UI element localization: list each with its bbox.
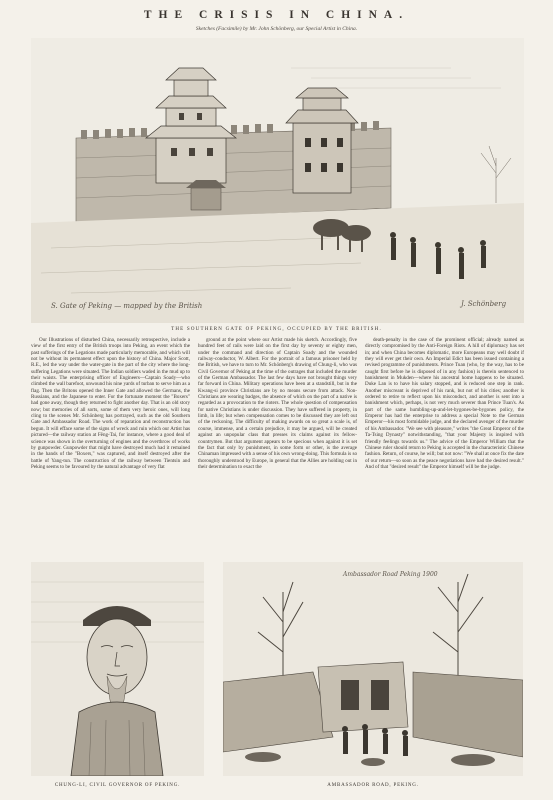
portrait-caption: CHUNG-LI, CIVIL GOVERNOR OF PEKING. — [54, 783, 181, 788]
ambassador-road-illustration — [223, 562, 523, 776]
southern-gate-illustration — [31, 38, 524, 323]
article-body — [31, 337, 524, 557]
page-title: THE CRISIS IN CHINA. — [143, 9, 410, 21]
plate-inscription: S. Gate of Peking — mapped by the British — [51, 302, 203, 310]
artist-signature: J. Schönberg — [461, 300, 507, 308]
page-subtitle: Sketches (Facsimile) by Mr. John Schönberg, our Special Artist in China. — [195, 26, 358, 32]
article-column-3: death-penalty in the case of the prominent official; already named as directly compromised by the Anti-Foreign Riots. A hill of diplomacy has set in; and when China becomes diplomatic, more Europeans may well doubt if they will ever get their own. An Imperial Edict has been issued containing a revised programme of punishments. Prince Tuan (who, by the way, has to be caught first before he is disposed of in any fashion) is therein sentenced to banishment in Mukden—where his ancestral home happens to be situated. Duke Lan is to have his salary stopped, and is reduced one step in rank. Another miscreant is deprived of his rank, but not of his cities; another is ordered to retire to reflect upon his misconduct, and another is sent into a banishment which, perhaps, is not very much severer than Prince Tuan's. As part of the same humbling-up-and-let-bygones-be-bygones policy, the Emperor has had the enterprise to address a special Note to the German Emperor—his most formidable judge, and the declared avenger of the murder of his Ambassador. "We see with pleasure," writes "the Great Emperor of the Ta-Tsing Dynasty" notwithstanding, "that your Majesty is inspired with friendly feelings towards us." The advice of the Emperor William that the Chinese ruler should return to Peking is accepted in the characteristic Chinese fashion. Return, of course, he will; but not now: "We shall at once fix the date of our return—so soon as the peace negotiations have had the desired result." And of that "desired result" the Emperor himself will be the judge. — [365, 337, 524, 470]
road-inscription: Ambassador Road Peking 1900 — [343, 571, 438, 578]
article-column-2: ground at the point where our Artist made his sketch. Accordingly, five hundred feet of rails were laid on the first day by seventy or eighty men, under the command and direction of Captain Soady and the wounded railway-conductor, W. Albert. For the portrait of a famous prisoner held by the British, we have to turn to Mr. Schönberg's drawing of Chung-li, who was Civil Governor of Peking at the time of the outrages that included the murder of the German Ambassador. The last few days have not brought things very far forward in China. Military operations have been at a standstill, but in the Kwang-si province Christians are by no means secure from attack. Non-Christians are wearing badges, the absence of which on the part of a native is regarded as a provocation to the rioters. The whole question of compensation for native Christians is under discussion. They have suffered in property, in limb, in life; but when compensation comes to be discussed they are left out of the reckoning. The difficulty of making awards on so great a scale is, of course, immense, and a certain prejudice, it may be argued, will be created against an unpopular class that presses its claims against its fellow-countrymen. But that argument appears to be specious when against it is set the fact that only by punishment, in some form or other, is the average Chinaman impressed with a sense of his own wrong-doing. This formula is so thoroughly understood by Europe, in general that the Allies are holding out in their determination to exact the — [198, 337, 357, 470]
road-caption: AMBASSADOR ROAD, PEKING. — [327, 783, 419, 788]
main-illustration-caption: THE SOUTHERN GATE OF PEKING, OCCUPIED BY THE BRITISH. — [171, 327, 382, 332]
chung-li-portrait — [31, 562, 204, 776]
article-column-1: Our Illustrations of disturbed China, necessarily retrospective, include a view of the first entry of the British troops into Peking, an event which the past sufferings of the Legations made particularly memorable, and which will not be without its permanent effect upon the history of China. Major Scott, R.E., led the way under the water-gate in the part of the city where the long-suffering Legations were situated. The Indian soldiers waded in the mud up to their waists. The enterprising officer of Engineers—Captain Soady—who climbed the wall barefoot, unwound his nine yards of turban to serve him as a flag. Then the Britons opened the Inner Gate and allowed the Germans, the Russians, and the Japanese to enter. For the fortunate moment the "Boxers" had gone away, though they returned to fight another day. That is an old story now; but memories of all sorts, some of them very heroic ones, will long cling to the scenes Mr. Schönberg has portrayed, such as the old Southern Gate and Ambassador Road. The work of reparation and reconstruction has begun. It will efface some of the signs of wreck and ruin which our Artist has pictured—the railway station at Fêng-Tai, for instance, where a good deal of science was shown in the overturning of engines and the overthrow of works by gunpowder. Gunpowder that might have destroyed much had it remained in the hands of the "Boxers," was captured, and itself destroyed after the battle of Yang-tun. The construction of the railway between Tientsin and Peking seems to be favoured by the natural advantage of very flat — [31, 337, 190, 470]
